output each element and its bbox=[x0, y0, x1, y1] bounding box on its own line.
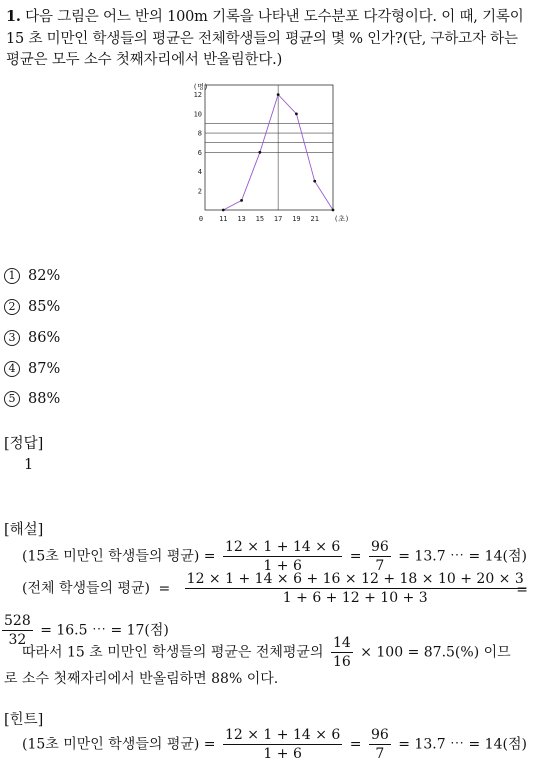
question-body: 다음 그림은 어느 반의 100m 기록을 나타낸 도수분포 다각형이다. 이 때, 기록이 15 초 미만인 학생들의 평균은 전체학생들의 평균의 몇 % 인가?(단, 구하고자 하는 평균은 모두 소수 첫째자리에서 반올림한다.) bbox=[6, 9, 524, 68]
option-4-text: 87% bbox=[28, 361, 61, 377]
denominator: 7 bbox=[369, 744, 391, 763]
fraction bbox=[369, 726, 391, 763]
y-tick-label: 8 bbox=[197, 129, 202, 138]
explanation-line-5: 로 소수 첫째자리에서 반올림하면 88% 이다. bbox=[4, 671, 279, 687]
data-point bbox=[240, 199, 243, 202]
explanation-label: [해설] bbox=[4, 522, 44, 538]
x-tick-label: 21 bbox=[310, 215, 319, 223]
option-5-text: 88% bbox=[28, 391, 61, 407]
answer-label: [정답] bbox=[4, 436, 44, 452]
x-tick-label: 15 bbox=[255, 215, 265, 223]
fraction bbox=[185, 570, 526, 607]
x-tick-label: 0 bbox=[198, 215, 204, 223]
equals-sign: = bbox=[203, 548, 216, 565]
data-point bbox=[295, 112, 298, 115]
option-1-text: 82% bbox=[28, 268, 61, 284]
equals-sign: = bbox=[349, 736, 362, 753]
question-text bbox=[6, 6, 530, 72]
option-4-mark: 4 bbox=[4, 361, 20, 377]
fraction bbox=[331, 634, 353, 671]
y-tick-label: 10 bbox=[193, 110, 202, 119]
explanation-line-4-pre: 따라서 15 초 미만인 학생들의 평균은 전체평균의 bbox=[22, 644, 324, 661]
data-point bbox=[313, 180, 316, 183]
data-point bbox=[222, 209, 225, 212]
equals-sign: = bbox=[203, 736, 216, 753]
denominator: 32 bbox=[2, 630, 33, 649]
equals-sign: = bbox=[158, 580, 171, 597]
option-2-text: 85% bbox=[28, 299, 61, 315]
numerator: 96 bbox=[370, 727, 389, 743]
equals-sign: = bbox=[349, 548, 362, 565]
numerator: 12 × 1 + 14 × 6 bbox=[224, 539, 341, 555]
explanation-line-4 bbox=[22, 634, 511, 671]
option-5[interactable] bbox=[4, 391, 60, 407]
x-tick-label: 11 bbox=[219, 215, 228, 223]
option-5-mark: 5 bbox=[4, 391, 20, 407]
numerator: 12 × 1 + 14 × 6 + 16 × 12 + 18 × 10 + 20 × 3 bbox=[186, 571, 524, 587]
denominator: 1 + 6 bbox=[223, 744, 342, 763]
numerator: 96 bbox=[370, 539, 389, 555]
y-tick-label: 2 bbox=[197, 187, 202, 196]
plot-frame bbox=[205, 85, 333, 210]
denominator: 16 bbox=[332, 654, 351, 670]
denominator: 7 bbox=[369, 556, 391, 575]
option-2-mark: 2 bbox=[4, 299, 20, 315]
explanation-line-1-lhs: (15초 미만인 학생들의 평균) bbox=[22, 548, 200, 565]
explanation-line-3-rest: = 16.5 ⋯ = 17(점) bbox=[40, 622, 169, 639]
numerator: 528 bbox=[4, 613, 31, 629]
numerator: 14 bbox=[332, 635, 351, 651]
explanation-line-4-post: × 100 = 87.5(%) 이므 bbox=[360, 644, 511, 661]
hint-line-1-rest: = 13.7 ⋯ = 14(점) bbox=[398, 736, 527, 753]
option-3[interactable] bbox=[4, 330, 60, 346]
option-1[interactable] bbox=[4, 268, 60, 284]
y-tick-label: 6 bbox=[197, 148, 202, 157]
data-point bbox=[258, 151, 261, 154]
hint-label: [힌트] bbox=[4, 712, 44, 728]
option-4[interactable] bbox=[4, 361, 60, 377]
explanation-line-2 bbox=[22, 570, 530, 607]
x-tick-label: 13 bbox=[237, 215, 246, 223]
denominator: 1 + 6 bbox=[223, 556, 342, 575]
equals-sign: = bbox=[516, 582, 528, 598]
y-axis-label: (명) bbox=[193, 83, 209, 91]
answer-value: 1 bbox=[24, 457, 34, 473]
fraction bbox=[223, 726, 342, 763]
numerator: 12 × 1 + 14 × 6 bbox=[224, 727, 341, 743]
explanation-line-1-rest: = 13.7 ⋯ = 14(점) bbox=[398, 548, 527, 565]
x-tick-label: 17 bbox=[273, 215, 283, 223]
data-point bbox=[332, 209, 335, 212]
option-2[interactable] bbox=[4, 299, 60, 315]
x-axis-label: (초) bbox=[334, 215, 350, 223]
y-tick-label: 12 bbox=[193, 91, 202, 100]
option-1-mark: 1 bbox=[4, 268, 20, 284]
question-number: 1. bbox=[6, 8, 21, 25]
option-3-mark: 3 bbox=[4, 330, 20, 346]
data-point bbox=[277, 93, 280, 96]
hint-line-1 bbox=[22, 726, 527, 763]
explanation-line-2-lhs: (전체 학생들의 평균) bbox=[22, 580, 151, 597]
y-tick-label: 4 bbox=[197, 168, 202, 177]
x-tick-label: 19 bbox=[292, 215, 301, 223]
denominator: 1 + 6 + 12 + 10 + 3 bbox=[185, 588, 526, 607]
frequency-polygon-chart bbox=[190, 80, 350, 230]
option-3-text: 86% bbox=[28, 330, 61, 346]
hint-line-1-lhs: (15초 미만인 학생들의 평균) bbox=[22, 736, 200, 753]
